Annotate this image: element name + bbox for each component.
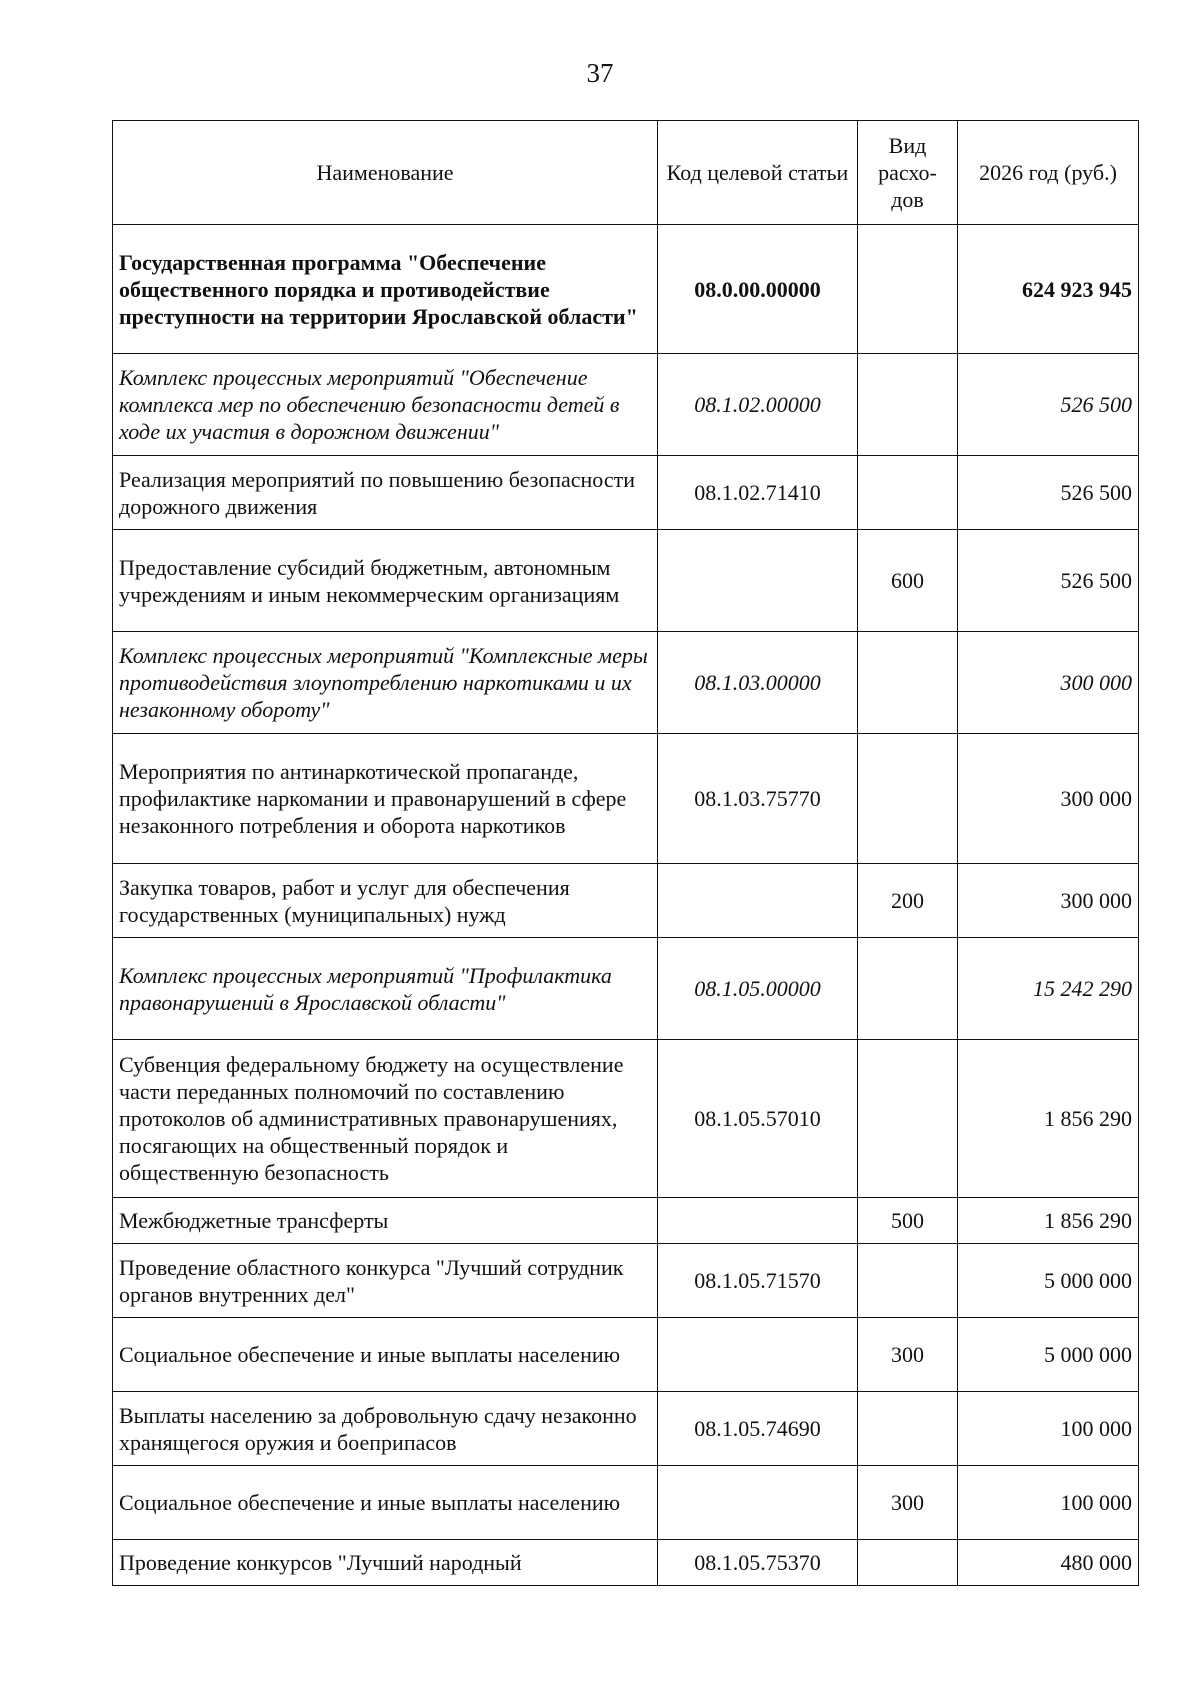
cell-amount: 100 000 xyxy=(958,1466,1139,1540)
table-row xyxy=(113,1392,1139,1466)
cell-name: Комплекс процессных мероприятий "Обеспечение комплекса мер по обеспечению безопасности детей в ходе их участия в дорожном движении" xyxy=(113,354,658,456)
table-row xyxy=(113,1198,1139,1244)
cell-amount: 300 000 xyxy=(958,734,1139,864)
cell-code xyxy=(658,1198,858,1244)
table-row xyxy=(113,1040,1139,1198)
cell-name: Реализация мероприятий по повышению безопасности дорожного движения xyxy=(113,456,658,530)
cell-amount: 526 500 xyxy=(958,530,1139,632)
cell-type xyxy=(858,1540,958,1586)
cell-name: Комплекс процессных мероприятий "Профилактика правонарушений в Ярославской области" xyxy=(113,938,658,1040)
cell-code: 08.1.05.57010 xyxy=(658,1040,858,1198)
cell-name: Государственная программа "Обеспечение общественного порядка и противодействие преступности на территории Ярославской области" xyxy=(113,225,658,354)
header-amount: 2026 год (руб.) xyxy=(958,121,1139,225)
cell-code: 08.1.02.00000 xyxy=(658,354,858,456)
table-row xyxy=(113,632,1139,734)
cell-name: Выплаты населению за добровольную сдачу незаконно хранящегося оружия и боеприпасов xyxy=(113,1392,658,1466)
page-number: 37 xyxy=(586,58,614,88)
header-type: Вид расхо-дов xyxy=(858,121,958,225)
cell-name: Субвенция федеральному бюджету на осуществление части переданных полномочий по составлению протоколов об административных правонарушениях, посягающих на общественный порядок и общественную безопасность xyxy=(113,1040,658,1198)
cell-name: Предоставление субсидий бюджетным, автономным учреждениям и иным некоммерческим организациям xyxy=(113,530,658,632)
cell-code xyxy=(658,1466,858,1540)
table-row xyxy=(113,734,1139,864)
cell-code: 08.1.03.75770 xyxy=(658,734,858,864)
cell-type: 500 xyxy=(858,1198,958,1244)
header-code: Код целевой статьи xyxy=(658,121,858,225)
table-row xyxy=(113,530,1139,632)
cell-type xyxy=(858,1392,958,1466)
cell-type xyxy=(858,225,958,354)
header-name: Наименование xyxy=(113,121,658,225)
cell-type xyxy=(858,632,958,734)
table-row xyxy=(113,864,1139,938)
cell-name: Межбюджетные трансферты xyxy=(113,1198,658,1244)
cell-amount: 526 500 xyxy=(958,456,1139,530)
cell-name: Социальное обеспечение и иные выплаты населению xyxy=(113,1466,658,1540)
table-row xyxy=(113,1318,1139,1392)
cell-amount: 100 000 xyxy=(958,1392,1139,1466)
cell-type: 300 xyxy=(858,1318,958,1392)
cell-amount: 1 856 290 xyxy=(958,1198,1139,1244)
cell-name: Проведение конкурсов "Лучший народный xyxy=(113,1540,658,1586)
cell-code xyxy=(658,864,858,938)
cell-type xyxy=(858,734,958,864)
cell-code: 08.1.03.00000 xyxy=(658,632,858,734)
cell-type: 200 xyxy=(858,864,958,938)
cell-name: Проведение областного конкурса "Лучший сотрудник органов внутренних дел" xyxy=(113,1244,658,1318)
cell-name: Закупка товаров, работ и услуг для обеспечения государственных (муниципальных) нужд xyxy=(113,864,658,938)
cell-type xyxy=(858,354,958,456)
cell-name: Социальное обеспечение и иные выплаты населению xyxy=(113,1318,658,1392)
table-row xyxy=(113,1466,1139,1540)
cell-code xyxy=(658,1318,858,1392)
cell-code xyxy=(658,530,858,632)
cell-amount: 300 000 xyxy=(958,864,1139,938)
cell-amount: 1 856 290 xyxy=(958,1040,1139,1198)
cell-type xyxy=(858,1040,958,1198)
cell-amount: 15 242 290 xyxy=(958,938,1139,1040)
cell-amount: 624 923 945 xyxy=(958,225,1139,354)
cell-amount: 5 000 000 xyxy=(958,1244,1139,1318)
cell-code: 08.1.02.71410 xyxy=(658,456,858,530)
cell-type: 300 xyxy=(858,1466,958,1540)
cell-type xyxy=(858,456,958,530)
table-row xyxy=(113,225,1139,354)
cell-code: 08.1.05.71570 xyxy=(658,1244,858,1318)
cell-type xyxy=(858,938,958,1040)
table-header-row xyxy=(113,121,1139,225)
cell-name: Мероприятия по антинаркотической пропаганде, профилактике наркомании и правонарушений в сфере незаконного потребления и оборота наркотиков xyxy=(113,734,658,864)
table-row xyxy=(113,1244,1139,1318)
cell-code: 08.1.05.75370 xyxy=(658,1540,858,1586)
table-row xyxy=(113,456,1139,530)
cell-type xyxy=(858,1244,958,1318)
cell-type: 600 xyxy=(858,530,958,632)
cell-amount: 526 500 xyxy=(958,354,1139,456)
table-row xyxy=(113,1540,1139,1586)
cell-amount: 5 000 000 xyxy=(958,1318,1139,1392)
cell-amount: 300 000 xyxy=(958,632,1139,734)
cell-code: 08.1.05.74690 xyxy=(658,1392,858,1466)
cell-code: 08.1.05.00000 xyxy=(658,938,858,1040)
table-row xyxy=(113,354,1139,456)
cell-code: 08.0.00.00000 xyxy=(658,225,858,354)
table-row xyxy=(113,938,1139,1040)
cell-name: Комплекс процессных мероприятий "Комплексные меры противодействия злоупотреблению наркотиками и их незаконному обороту" xyxy=(113,632,658,734)
cell-amount: 480 000 xyxy=(958,1540,1139,1586)
budget-table xyxy=(112,120,1139,1586)
